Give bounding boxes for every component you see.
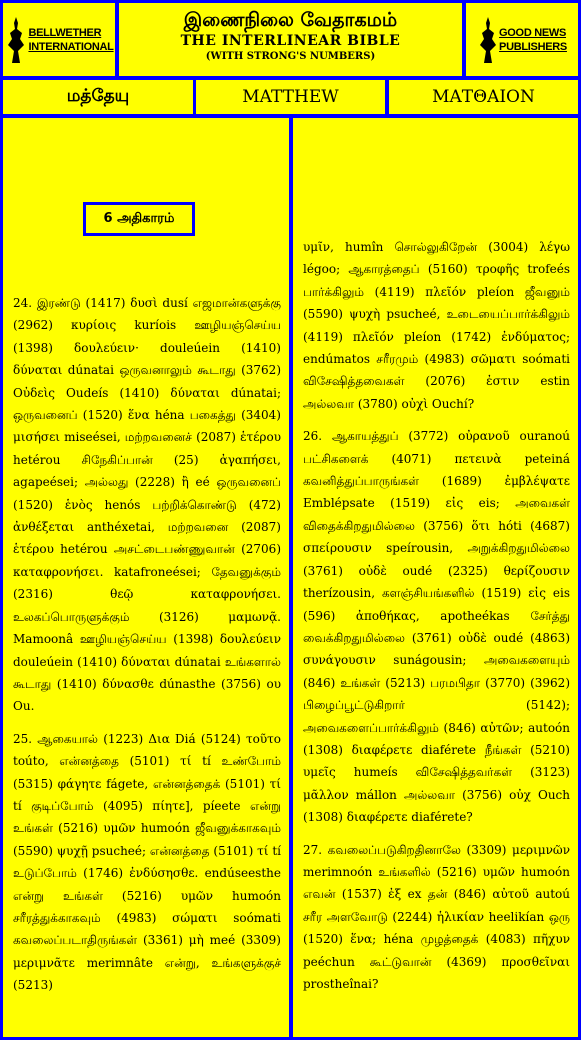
book-name-greek xyxy=(389,80,578,114)
publisher-left-name xyxy=(28,26,113,54)
verse-26: 26. ஆகாயத்துப் (3772) οὐρανοῦ ouranoú பட்சிகளைக் (4071) πετεινὰ peteiná கவனித்துப்பாருங்கள் (1689) ἐμβλέψατε Emblépsate (1519) εἰς eis; அவைகள் விதைக்கிறதுமில்லை (3756) ὅτι hóti (4687) σπείρουσιν speírousin, அறுக்கிறதுமில்லை (3761) οὐδὲ oudé (2325) θερίζουσιν therízousin, களஞ்சியங்களில் (1519) εἰς eis (596) ἀποθήκας, apotheékas சேர்த்து வைக்கிறதுமில்லை (3761) οὐδὲ oudé (4863) συνάγουσιν sunágousin; அவைகளையும் (846) உங்கள் (5213) பரமபிதா (3770) (3962) பிழைப்பூட்டுகிறார் (5142); அவைகளைப்பார்க்கிலும் (846) αὐτῶν; autoón (1308) διαφέρετε diaférete நீங்கள் (5210) υμεῖς humeís விசேஷித்தவர்கள் (3123) μᾶλλον mállon அல்லவா (3756) οὐχ Ouch (1308) διαφέρετε diaférete? xyxy=(303,429,570,825)
left-column-text xyxy=(13,292,281,1007)
title-block xyxy=(119,3,462,76)
verse-25-continued: υμῖν, humîn சொல்லுகிறேன் (3004) λέγω légoo; ஆகாரத்தைப் (5160) τροφῆς trofeés பார்க்கிலும் (4119) πλεῖόν pleíon ஜீவனும் (5590) ψυχὴ psucheé, உடையைப்பார்க்கிலும் (4119) πλεῖόν pleíon (1742) ἐνδύματος; endúmatos சரீரமும் (4983) σῶματι soómati விசேஷித்தவைகள் (2076) ἐστιν estin அல்லவா (3780) οὐχὶ Ouchí? xyxy=(303,240,570,411)
book-name-english xyxy=(196,80,385,114)
book-name-tamil xyxy=(3,80,193,114)
publisher-left-line1: BELLWETHER xyxy=(28,26,102,39)
chapter-heading: 6 அதிகாரம் xyxy=(83,202,195,236)
verse-25: 25. ஆகையால் (1223) Δια Diá (5124) τοῦτο toúto, என்னத்தை (5101) τί tí உண்போம் (5315) φάγητε fágete, என்னத்தைக் (5101) τί tí குடிப்போம் (4095) πίητε], píeete என்று உங்கள் (5216) υμῶν humoón ஜீவனுக்காகவும் (5590) ψυχῇ psucheé; என்னத்தை (5101) τί tí உடுப்போம் (1746) ἐνδύσησθε. endúseesthe என்று உங்கள் (5216) υμῶν humoón சரீரத்துக்காகவும் (4983) σώματι soómati கவலைப்படாதிருங்கள் (3361) μὴ meé (3309) μεριμνᾶτε merimnâte என்று, உங்களுக்குச் (5213) xyxy=(13,731,281,993)
right-column xyxy=(293,118,578,1037)
publisher-right-line1: GOOD NEWS xyxy=(499,26,567,39)
subtitle: (WITH STRONG'S NUMBERS) xyxy=(205,51,376,62)
title-english: THE INTERLINEAR BIBLE xyxy=(180,33,401,49)
verse-27: 27. கவலைப்படுகிறதினாலே (3309) μεριμνῶν merimnoón உங்களில் (5216) υμῶν humoón எவன் (1537) ἐξ ex தன் (846) αὐτοῦ autoú சரீர அளவோடு (2244) ἡλικίαν heelikían ஒரு (1520) ἕνα; héna முழத்தைக் (4083) πῆχυν peéchun கூட்டுவான் (4369) προσθεῖναι prostheînai? xyxy=(303,842,570,991)
book-tamil-label: மத்தேயு xyxy=(66,86,130,106)
publisher-right-line2: PUBLISHERS xyxy=(499,40,567,53)
book-greek-label: ΜΑΤΘΑΙΟΝ xyxy=(432,87,535,107)
publisher-logo-left xyxy=(3,3,115,76)
publisher-logo-right xyxy=(466,3,578,76)
publisher-right-name xyxy=(499,26,567,54)
book-english-label: MATTHEW xyxy=(242,87,339,107)
left-column xyxy=(3,118,289,1037)
title-tamil: இணைநிலை வேதாகமம் xyxy=(183,9,398,31)
publisher-left-line2: INTERNATIONAL xyxy=(28,40,114,53)
lamp-icon xyxy=(4,15,28,65)
lamp-icon xyxy=(477,15,499,65)
right-column-text xyxy=(303,236,570,1005)
verse-24: 24. இரண்டு (1417) δυσὶ dusí எஜமான்களுக்கு (2962) κυρίοις kuríois ஊழியஞ்செய்ய (1398) δουλεύειν· douleúein (1410) δύναται dúnatai ஒருவனாலும் கூடாது (3762) Οὐδεὶς Oudeís (1410) δύναται dúnatai; ஒருவனைப் (1520) ἕνα héna பகைத்து (3404) μισήσει miseései, மற்றவனைச் (2087) ἑτέρου hetérou சிநேகிப்பான் (25) ἀγαπήσει, agapeései; அல்லது (2228) ἢ eé ஒருவனைப் (1520) ἑνὸς henós பற்றிக்கொண்டு (472) ἀνθέξεται anthéxetai, மற்றவனை (2087) ἑτέρου hetérou அசட்டைபண்ணுவான் (2706) καταφρονήσει. katafroneései; தேவனுக்கும் (2316) θεῷ καταφρονήσει. உலகப்பொருளுக்கும் (3126) μαμωνᾷ. Mamoonâ ஊழியஞ்செய்ய (1398) δουλεύειν douleúein (1410) δύναται dúnatai உங்களால் கூடாது (1410) δύνασθε dúnasthe (3756) ου Ou. xyxy=(13,296,281,714)
